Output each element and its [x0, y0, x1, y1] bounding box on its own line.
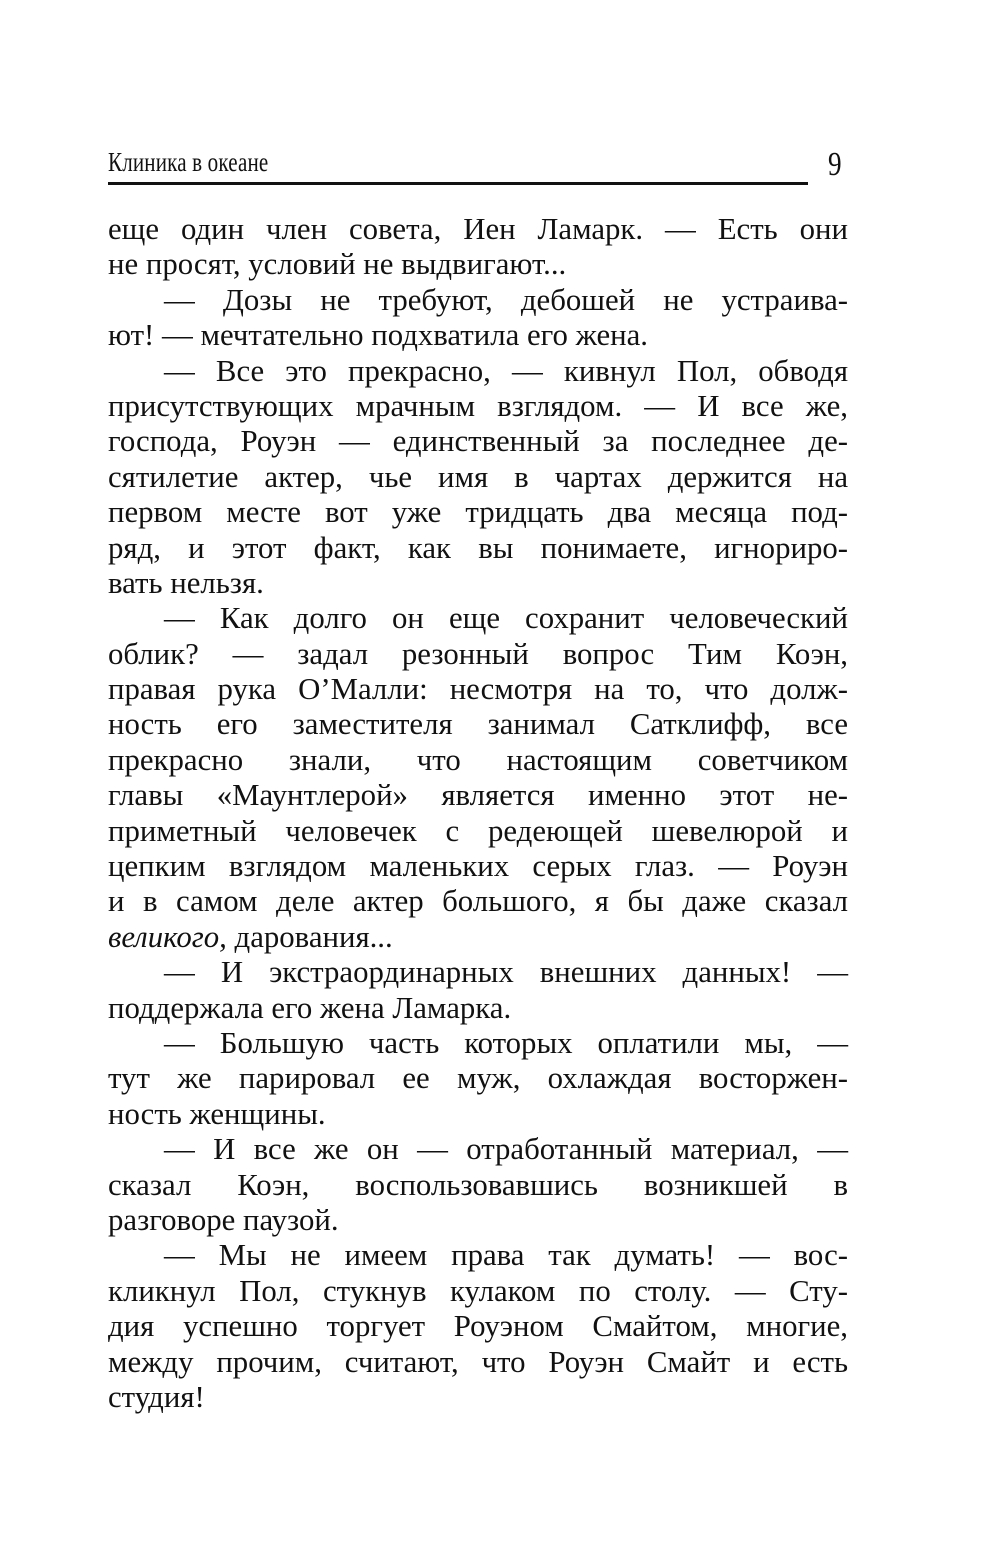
text-line-content: ряд, и этот факт, как вы понимаете, игнориро- — [108, 530, 848, 565]
running-header — [108, 146, 808, 185]
text-line — [108, 1309, 848, 1344]
text-line-content: дарования... — [226, 919, 393, 954]
text-line-content: между прочим, считают, что Роуэн Смайт и есть — [108, 1344, 848, 1379]
text-line-content: студия! — [108, 1379, 205, 1414]
text-line-content: — Мы не имеем права так думать! — вос- — [164, 1238, 848, 1273]
text-line-content: и в самом деле актер большого, я бы даже сказал — [108, 884, 848, 919]
text-line — [108, 1203, 848, 1238]
running-title: Клиника в океане — [108, 147, 269, 177]
text-line-content: сятилетие актер, чье имя в чартах держится на — [108, 459, 848, 494]
text-line — [108, 637, 848, 672]
text-line-content: разговоре паузой. — [108, 1202, 339, 1237]
text-line — [108, 283, 848, 318]
page-number: 9 — [828, 146, 842, 183]
text-line-content: тут же парировал ее муж, охлаждая восторжен- — [108, 1061, 848, 1096]
text-line-content: цепким взглядом маленьких серых глаз. — Роуэн — [108, 849, 848, 884]
text-line — [108, 814, 848, 849]
text-line-content: кликнул Пол, стукнув кулаком по столу. — Сту- — [108, 1273, 848, 1308]
text-line — [108, 1097, 848, 1132]
text-line-content: не просят, условий не выдвигают... — [108, 247, 567, 282]
text-line-content: дия успешно торгует Роуэном Смайтом, многие, — [108, 1309, 848, 1344]
text-line — [108, 354, 848, 389]
text-line-content: — И все же он — отработанный материал, — — [164, 1132, 848, 1167]
text-line-content: правая рука О’Малли: несмотря на то, что долж- — [108, 672, 848, 707]
text-line-content: — И экстраординарных внешних данных! — — [164, 955, 848, 990]
text-line-content: — Все это прекрасно, — кивнул Пол, обводя — [164, 353, 848, 388]
text-line — [108, 389, 848, 424]
text-line — [108, 318, 848, 353]
text-line — [108, 566, 848, 601]
text-line — [108, 672, 848, 707]
text-line-content: первом месте вот уже тридцать два месяца под- — [108, 495, 848, 530]
text-line — [108, 531, 848, 566]
text-line — [108, 1238, 848, 1273]
text-line — [108, 991, 848, 1026]
text-line-content: еще один член совета, Иен Ламарк. — Есть они — [108, 212, 848, 246]
text-line-content: — Большую часть которых оплатили мы, — — [164, 1025, 848, 1060]
text-line — [108, 778, 848, 813]
text-line — [108, 1026, 848, 1061]
text-line-content: ность его заместителя занимал Сатклифф, все — [108, 707, 848, 742]
text-line — [108, 743, 848, 778]
text-line — [108, 424, 848, 459]
text-line — [108, 1061, 848, 1096]
text-line — [108, 1168, 848, 1203]
text-line-content: главы «Маунтлерой» является именно этот не- — [108, 778, 848, 813]
text-line — [108, 849, 848, 884]
text-line — [108, 884, 848, 919]
text-line — [108, 212, 848, 247]
text-line-content: сказал Коэн, воспользовавшись возникшей в — [108, 1167, 848, 1202]
text-line-content: присутствующих мрачным взглядом. — И все же, — [108, 388, 848, 423]
text-line — [108, 495, 848, 530]
text-line-content: приметный человечек с редеющей шевелюрой и — [108, 813, 848, 848]
text-line — [108, 601, 848, 636]
text-line — [108, 955, 848, 990]
text-line-content: — Дозы не требуют, дебошей не устраива- — [164, 282, 848, 317]
text-line — [108, 707, 848, 742]
body-text — [108, 212, 848, 1415]
text-line — [108, 1274, 848, 1309]
text-line-content: ность женщины. — [108, 1096, 326, 1131]
text-line — [108, 920, 848, 955]
text-line-content: — Как долго он еще сохранит человеческий — [164, 601, 848, 636]
text-line — [108, 1345, 848, 1380]
italic-word: великого, — [108, 919, 227, 954]
text-line-content: ют! — мечтательно подхватила его жена. — [108, 318, 648, 353]
text-line-content: господа, Роуэн — единственный за последнее де- — [108, 424, 848, 459]
text-line — [108, 460, 848, 495]
text-line — [108, 1380, 848, 1415]
text-line — [108, 247, 848, 282]
text-line — [108, 1132, 848, 1167]
text-line-content: облик? — задал резонный вопрос Тим Коэн, — [108, 636, 848, 671]
text-line-content: поддержала его жена Ламарка. — [108, 990, 512, 1025]
text-line-content: прекрасно знали, что настоящим советчиком — [108, 742, 848, 777]
text-line-content: вать нельзя. — [108, 565, 264, 600]
